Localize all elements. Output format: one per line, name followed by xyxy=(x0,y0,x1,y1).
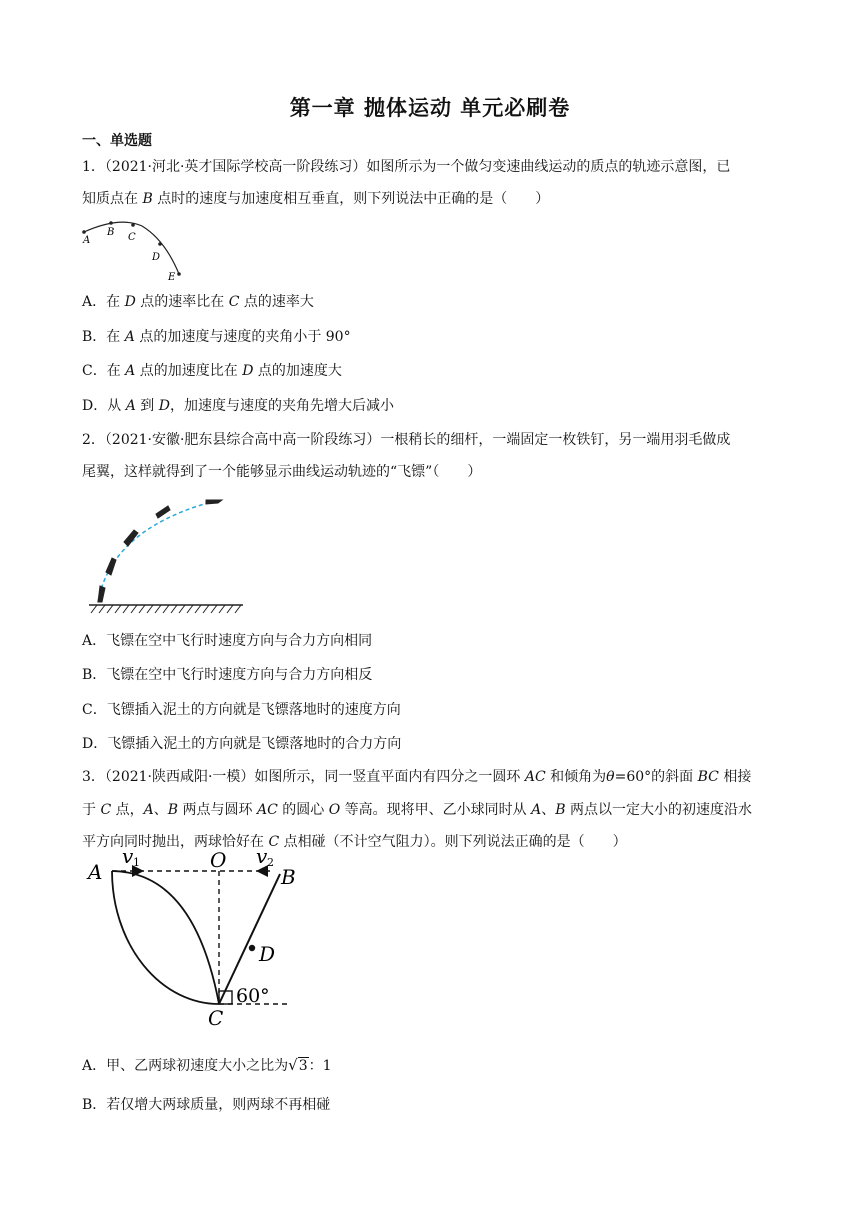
q3-var: C xyxy=(100,802,112,818)
q3-var: A xyxy=(531,802,542,818)
q3-text-part: 、 xyxy=(541,802,556,818)
opt-var: A xyxy=(125,363,136,379)
q3-text-part: 3．（2021·陕西咸阳·一模）如图所示，同一竖直平面内有四分之一圆环 xyxy=(82,769,525,785)
opt-var: A xyxy=(124,329,135,345)
opt-text: 点的加速度比在 xyxy=(135,363,243,379)
label-d: D xyxy=(259,942,276,966)
ground-hatching xyxy=(91,605,241,613)
opt-var: D xyxy=(158,398,170,414)
label-b: B xyxy=(281,865,296,889)
q3-var: B xyxy=(555,802,566,818)
q3-ring-incline-figure xyxy=(84,844,304,1032)
label-d: D xyxy=(152,252,161,263)
q1-text-part: 知质点在 xyxy=(82,191,143,207)
q3-var: A xyxy=(143,802,154,818)
q1-trajectory-figure xyxy=(80,212,190,282)
q2-option-c[interactable]: C．飞镖插入泥土的方向就是飞镖落地时的速度方向 xyxy=(82,702,401,718)
q3-text-line1 xyxy=(82,767,751,787)
q1-option-d[interactable] xyxy=(82,395,394,415)
label-b: B xyxy=(107,227,115,238)
q3-text-part: 点， xyxy=(111,802,144,818)
trajectory-curve xyxy=(84,222,179,274)
projectile-path xyxy=(112,871,219,1004)
point-b xyxy=(109,221,113,225)
sqrt-symbol: √ xyxy=(288,1056,298,1074)
opt-text: D．从 xyxy=(82,398,126,414)
label-o: O xyxy=(210,848,227,872)
q3-text-part: =60°的斜面 xyxy=(614,769,698,785)
dart-icon xyxy=(206,500,222,504)
label-v2-subscript: 2 xyxy=(267,856,274,869)
q3-text-line2 xyxy=(82,800,752,820)
section-heading: 一、单选题 xyxy=(82,133,152,149)
q3-text-part: 点相碰（不计空气阻力）。则下列说法正确的是（ ） xyxy=(279,834,627,850)
q3-text-part: 于 xyxy=(82,802,101,818)
q3-var: AC xyxy=(256,802,278,818)
q3-text-part: 相接 xyxy=(718,769,752,785)
label-v1-subscript: 1 xyxy=(133,856,140,869)
q3-option-b[interactable]: B．若仅增大两球质量，则两球不再相碰 xyxy=(82,1097,331,1113)
opt-text: ：1 xyxy=(308,1058,332,1074)
q3-text-part: 等高。现将甲、乙小球同时从 xyxy=(340,802,532,818)
opt-text: 到 xyxy=(135,398,159,414)
opt-text: 点的速率大 xyxy=(239,294,314,310)
dart-icon xyxy=(156,506,170,518)
q2-option-b[interactable]: B．飞镖在空中飞行时速度方向与合力方向相反 xyxy=(82,667,373,683)
q1-text-line1: 1．（2021·河北·英才国际学校高一阶段练习）如图所示为一个做匀变速曲线运动的质点的轨迹示意图，已 xyxy=(82,159,731,175)
label-a: A xyxy=(88,860,103,884)
label-c: C xyxy=(208,1006,224,1030)
dart-icon xyxy=(98,586,105,602)
label-e: E xyxy=(168,272,176,283)
q3-var: O xyxy=(328,802,341,818)
point-d xyxy=(249,945,255,951)
sqrt-radicand: 3 xyxy=(298,1058,308,1074)
opt-text: ，加速度与速度的夹角先增大后减小 xyxy=(169,398,394,414)
dart-icon xyxy=(124,530,138,546)
label-v1: v xyxy=(122,844,134,868)
q2-text-line1: 2．（2021·安徽·肥东县综合高中高一阶段练习）一根稍长的细杆，一端固定一枚铁钉，另一端用羽毛做成 xyxy=(82,432,731,448)
page-title: 第一章 抛体运动 单元必刷卷 xyxy=(289,96,571,120)
point-c xyxy=(131,223,135,227)
opt-text: A．甲、乙两球初速度大小之比为 xyxy=(82,1058,289,1074)
opt-text: 点的速率比在 xyxy=(135,294,229,310)
q1-option-b[interactable] xyxy=(82,326,351,346)
dart-trajectory xyxy=(98,502,211,602)
q1-option-a[interactable] xyxy=(82,291,314,311)
q3-text-part: 两点与圆环 xyxy=(178,802,257,818)
q3-text-line3 xyxy=(82,832,627,852)
q2-text-line2: 尾翼，这样就得到了一个能够显示曲线运动轨迹的“飞镖”（ ） xyxy=(82,464,482,480)
q1-text-line2 xyxy=(82,189,549,209)
dart-icon xyxy=(106,558,116,575)
point-a xyxy=(82,230,86,234)
q2-dart-figure xyxy=(86,490,246,615)
q3-text-part: 平方向同时抛出，两球恰好在 xyxy=(82,834,269,850)
q3-var: θ xyxy=(606,769,615,785)
opt-var: C xyxy=(228,294,240,310)
q2-option-d[interactable]: D．飞镖插入泥土的方向就是飞镖落地时的合力方向 xyxy=(82,736,402,752)
opt-text: B．在 xyxy=(82,329,125,345)
q3-text-part: 、 xyxy=(153,802,168,818)
q3-var: C xyxy=(268,834,280,850)
opt-var: D xyxy=(124,294,136,310)
label-a: A xyxy=(83,235,91,246)
opt-var: D xyxy=(242,363,254,379)
point-d xyxy=(158,242,162,246)
q1-option-c[interactable] xyxy=(82,360,342,380)
opt-text: A．在 xyxy=(82,294,125,310)
q3-var: B xyxy=(167,802,179,818)
point-e xyxy=(177,272,181,276)
q1-var-b: B xyxy=(142,191,153,207)
q3-var: BC xyxy=(697,769,719,785)
opt-text: C．在 xyxy=(82,363,126,379)
q1-text-part: 点时的速度与加速度相互垂直，则下列说法中正确的是（ ） xyxy=(152,191,550,207)
label-v2: v xyxy=(256,844,268,868)
q3-option-a[interactable] xyxy=(82,1055,332,1075)
q3-text-part: 两点以一定大小的初速度沿水 xyxy=(565,802,752,818)
q3-text-part: 和倾角为 xyxy=(545,769,607,785)
angle-label: 60° xyxy=(236,985,270,1007)
opt-text: 点的加速度大 xyxy=(253,363,342,379)
q3-var: AC xyxy=(524,769,546,785)
q3-text-part: 的圆心 xyxy=(277,802,329,818)
opt-text: 点的加速度与速度的夹角小于 90° xyxy=(134,329,351,345)
q2-option-a[interactable]: A．飞镖在空中飞行时速度方向与合力方向相同 xyxy=(82,633,373,649)
label-c: C xyxy=(128,232,136,243)
opt-var: A xyxy=(125,398,136,414)
